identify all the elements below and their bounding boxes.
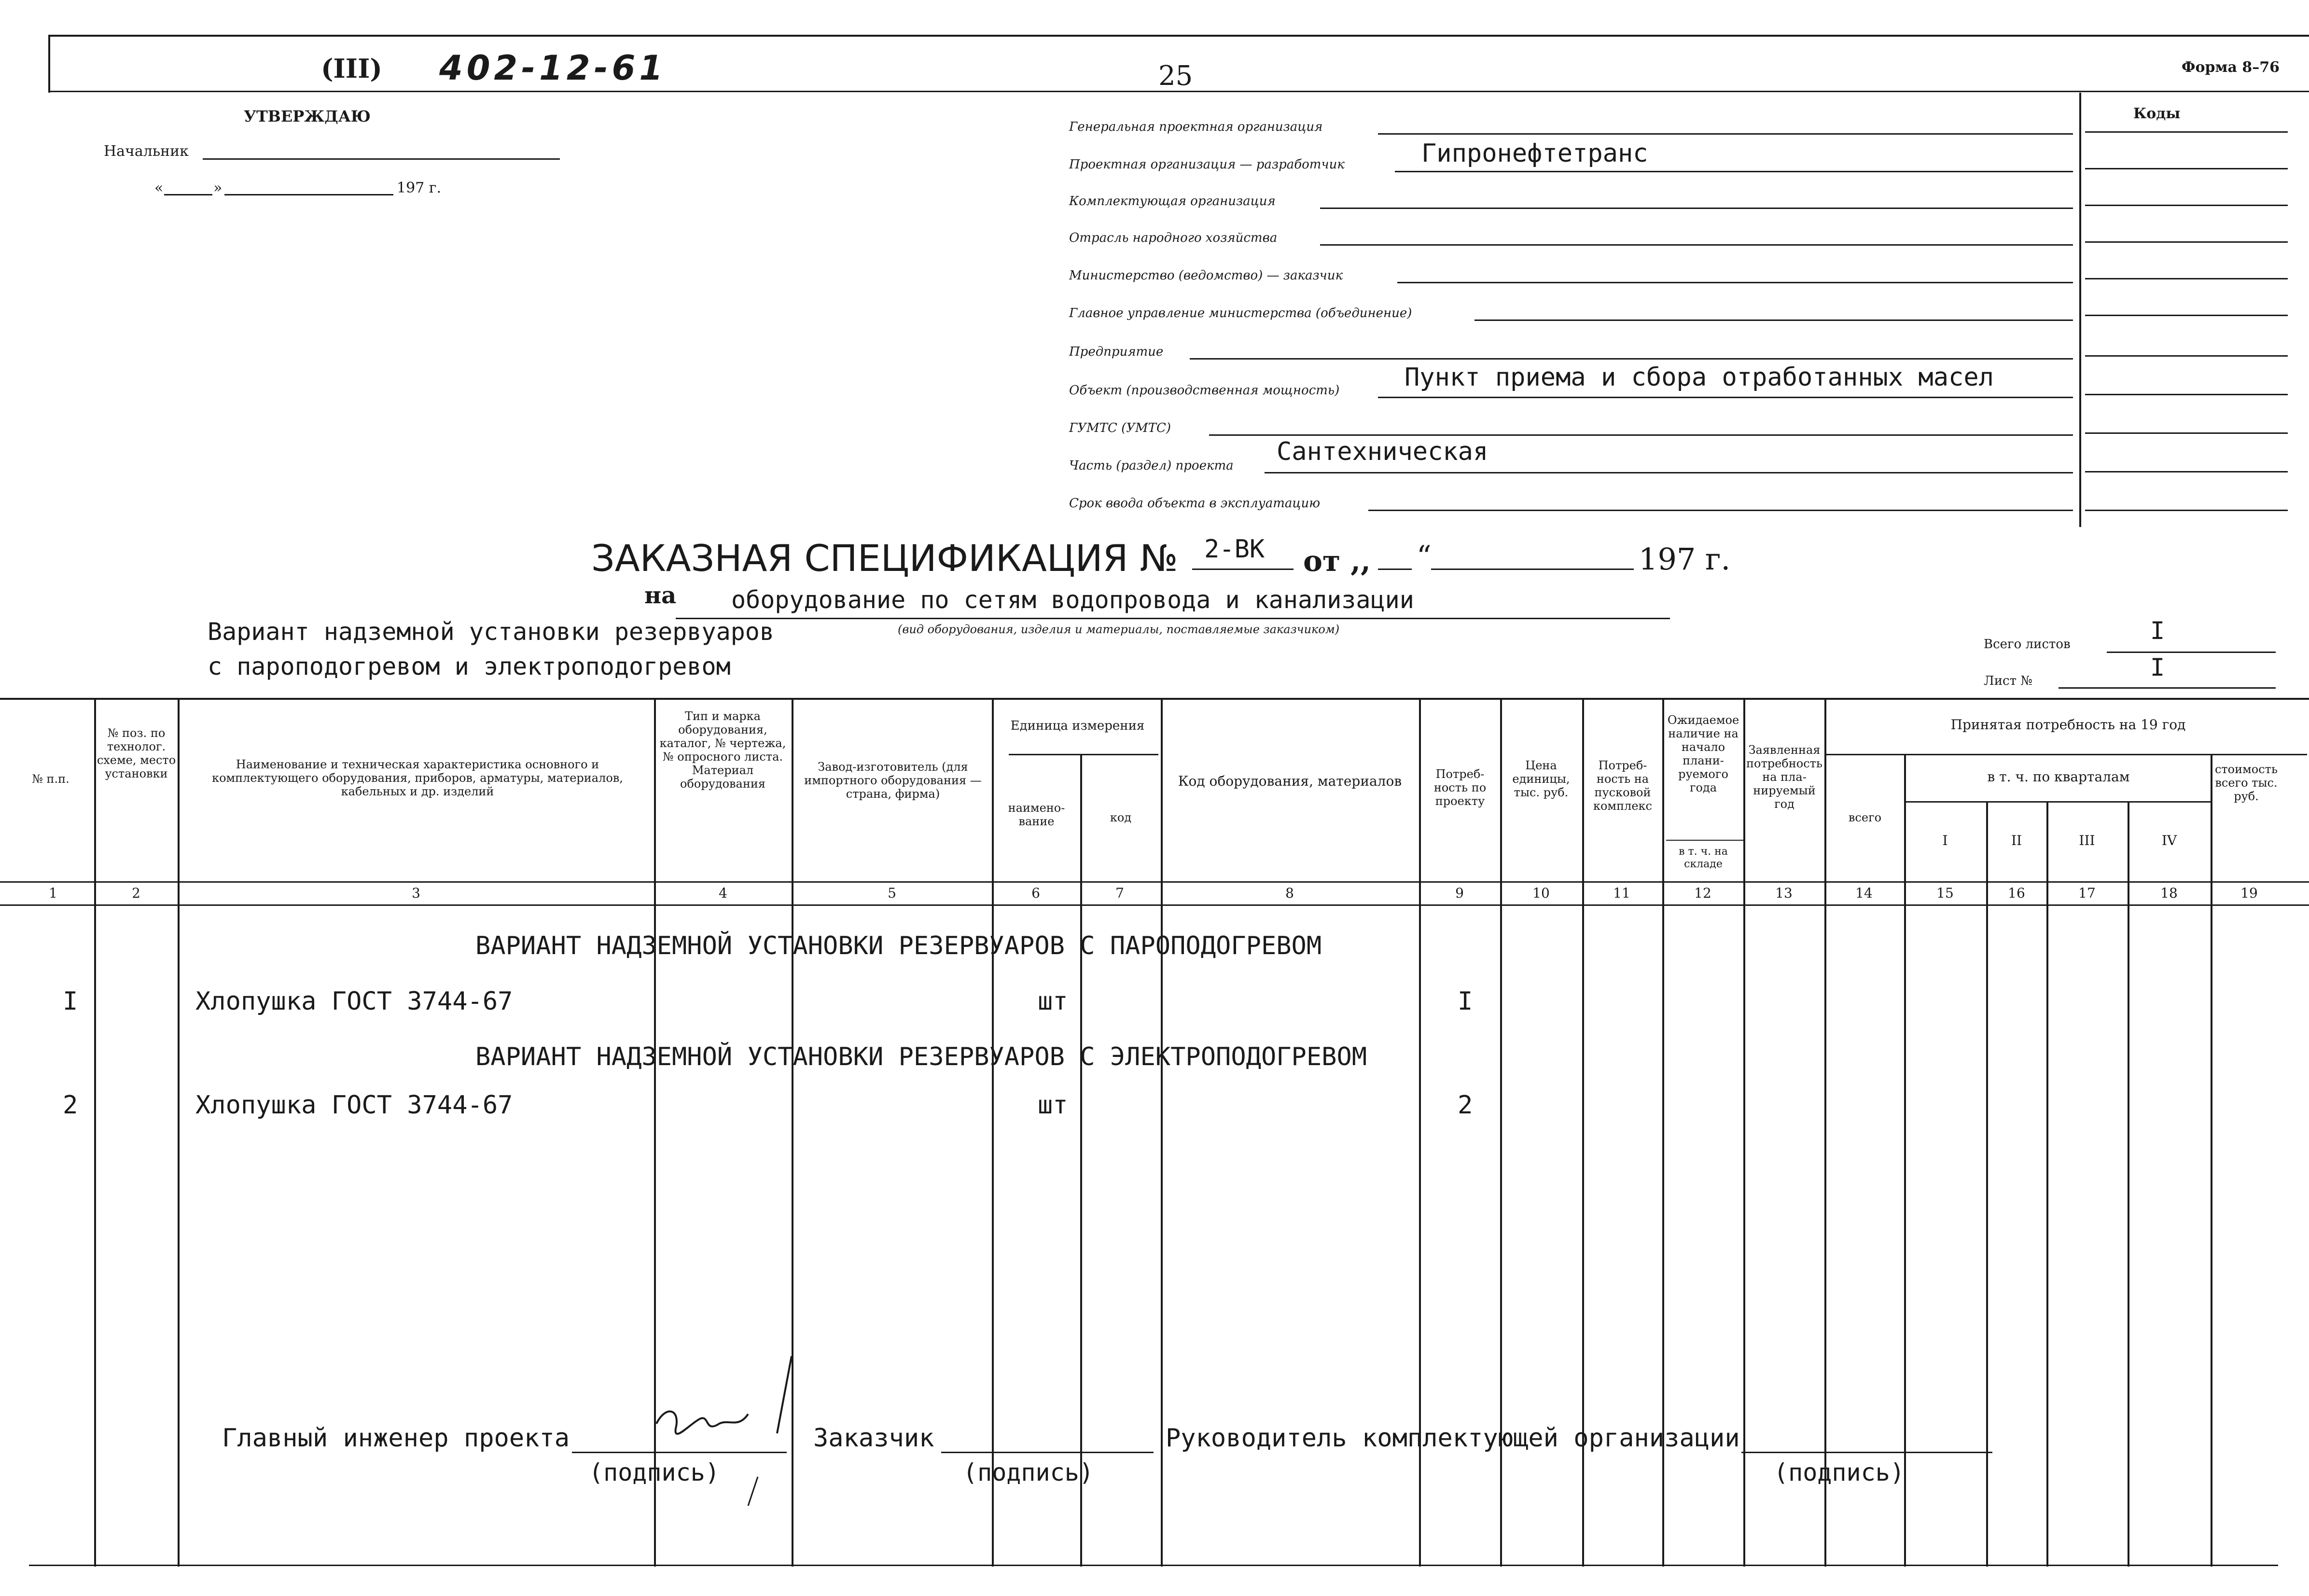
row-item-name: Хлопушка ГОСТ 3744-67: [195, 1091, 513, 1120]
col-header-need-project: Потребность по проекту: [1433, 767, 1487, 808]
page-number: 25: [1158, 60, 1193, 92]
org-field-label: Проектная организация — разработчик: [1069, 157, 1345, 172]
col-header-manufacturer: Завод-изготовитель (для импортного оборудования — страна, фирма): [804, 760, 982, 801]
col-header-declared-need: Заявленная потребность на планируемый год: [1746, 743, 1822, 811]
column-number: 9: [1455, 885, 1464, 901]
col-header-q2: II: [2011, 833, 2022, 848]
col-header-accepted-group: Принятая потребность на 19 год: [1950, 717, 2186, 733]
codes-label: Коды: [2133, 105, 2181, 122]
approval-title: УТВЕРЖДАЮ: [244, 107, 371, 125]
object-value: Пункт приема и сбора отработанных масел: [1405, 363, 1994, 392]
signature-scribble: [647, 1351, 806, 1511]
col-header-in-warehouse: в т. ч. на складе: [1679, 846, 1728, 870]
chief-engineer-label: Главный инженер проекта: [222, 1424, 570, 1453]
spec-subject-line: [676, 618, 1670, 619]
col-header-cost: стоимость всего тыс. руб.: [2214, 763, 2278, 803]
column-number: 8: [1285, 885, 1294, 901]
org-field-label: Предприятие: [1069, 345, 1164, 359]
org-field-label: Генеральная проектная организация: [1069, 120, 1323, 134]
org-field-label: Объект (производственная мощность): [1069, 383, 1340, 398]
col-header-unit-group: Единица измерения: [1010, 719, 1145, 733]
handwritten-number: 402-12-61: [439, 48, 667, 88]
left-border-top: [48, 35, 50, 93]
col-header-equipment-code: Код оборудования, материалов: [1178, 773, 1402, 789]
col-header-quarters-group: в т. ч. по кварталам: [1987, 769, 2130, 785]
date-month-line: [224, 194, 393, 195]
column-number: 16: [2008, 885, 2025, 901]
form-label: Форма 8–76: [2182, 59, 2280, 76]
column-number: 5: [888, 885, 896, 901]
date-open-quote: «: [154, 180, 164, 196]
spec-day-line: [1378, 569, 1412, 570]
top-border: [48, 35, 2309, 37]
org-field-label: Комплектующая организация: [1069, 194, 1276, 208]
column-number: 17: [2078, 885, 2096, 901]
column-number: 11: [1613, 885, 1630, 901]
head-org-label: Руководитель комплектующей организации: [1166, 1424, 1740, 1453]
total-sheets-label: Всего листов: [1984, 637, 2071, 652]
variant-line-2: с пароподогревом и электроподогревом: [208, 652, 731, 680]
spec-quote-close: “: [1417, 540, 1432, 573]
sheet-value: I: [2150, 653, 2165, 681]
org-field-label: ГУМТС (УМТС): [1069, 421, 1171, 435]
org-field-label: Министерство (ведомство) — заказчик: [1069, 268, 1343, 283]
row-number: 2: [63, 1091, 78, 1120]
section-heading-electric: ВАРИАНТ НАДЗЕМНОЙ УСТАНОВКИ РЕЗЕРВУАРОВ С ЭЛЕКТРОПОДОГРЕВОМ: [475, 1042, 1367, 1071]
column-number: 19: [2240, 885, 2258, 901]
customer-signature-line: [941, 1452, 1154, 1453]
row-unit: шт: [1038, 1091, 1068, 1120]
row-number: I: [63, 987, 78, 1016]
head-org-caption: (подпись): [1774, 1458, 1905, 1486]
roman-index: (III): [321, 53, 382, 84]
column-number: 15: [1936, 885, 1954, 901]
chief-engineer-caption: (подпись): [589, 1458, 720, 1486]
total-sheets-line: [2107, 652, 2276, 653]
spec-year: 197 г.: [1639, 541, 1731, 577]
head-org-signature-line: [1741, 1452, 1992, 1453]
column-number: 4: [719, 885, 727, 901]
sheet-line: [2059, 687, 2276, 689]
codes-column-border: [2079, 93, 2081, 527]
spec-number-line: [1192, 569, 1294, 570]
spec-title: ЗАКАЗНАЯ СПЕЦИФИКАЦИЯ №: [591, 537, 1178, 580]
org-field-label: Главное управление министерства (объединение): [1069, 306, 1412, 320]
column-number: 14: [1855, 885, 1873, 901]
spec-subject: оборудование по сетям водопровода и канализации: [731, 586, 1414, 614]
org-field-label: Отрасль народного хозяйства: [1069, 231, 1278, 245]
chief-signature-line: [203, 158, 560, 160]
col-header-unit-name: наименование: [1008, 801, 1065, 828]
variant-line-1: Вариант надземной установки резервуаров: [208, 618, 774, 646]
col-header-q4: IV: [2161, 833, 2177, 848]
date-close-quote: »: [213, 180, 223, 196]
sheet-label: Лист №: [1984, 674, 2032, 688]
col-header-q1: I: [1942, 833, 1948, 848]
col-header-expected-stock: Ожидаемое наличие на начало планируемого года: [1667, 713, 1739, 794]
spec-month-line: [1431, 569, 1634, 570]
row-item-name: Хлопушка ГОСТ 3744-67: [195, 987, 513, 1016]
column-number: 1: [49, 885, 57, 901]
col-header-type: Тип и марка оборудования, каталог, № чертежа, № опросного листа. Материал оборудования: [659, 709, 786, 791]
spec-from-label: от ,,: [1303, 544, 1371, 578]
column-number: 13: [1775, 885, 1793, 901]
col-header-unit-code: код: [1110, 811, 1132, 824]
project-part-value: Сантехническая: [1277, 437, 1488, 466]
developer-org-value: Гипронефтетранс: [1421, 139, 1648, 168]
column-number: 10: [1532, 885, 1550, 901]
col-header-unit-price: Цена единицы, тыс. руб.: [1512, 759, 1570, 799]
col-header-name: Наименование и техническая характеристика основного и комплектующего оборудования, приборов, арматуры, материалов, кабельных и др. изделий: [212, 758, 623, 798]
col-header-q3: III: [2079, 833, 2095, 848]
row-quantity: I: [1458, 987, 1473, 1016]
col-header-num: № п.п.: [32, 772, 70, 786]
total-sheets-value: I: [2150, 617, 2165, 645]
row-quantity: 2: [1458, 1091, 1473, 1120]
column-number: 2: [132, 885, 140, 901]
spec-number: 2-ВК: [1204, 535, 1265, 564]
col-header-position: № поз. по технолог. схеме, место установки: [97, 726, 176, 780]
customer-caption: (подпись): [963, 1458, 1094, 1486]
spec-on-label: на: [644, 582, 677, 609]
column-number: 12: [1694, 885, 1711, 901]
col-header-need-launch: Потребность на пусковой комплекс: [1593, 759, 1652, 813]
org-field-label: Часть (раздел) проекта: [1069, 458, 1234, 473]
row-unit: шт: [1038, 987, 1068, 1016]
section-heading-steam: ВАРИАНТ НАДЗЕМНОЙ УСТАНОВКИ РЕЗЕРВУАРОВ С ПАРОПОДОГРЕВОМ: [475, 931, 1322, 960]
org-field-label: Срок ввода объекта в эксплуатацию: [1069, 496, 1321, 511]
column-number: 18: [2160, 885, 2178, 901]
date-year-suffix: 197 г.: [397, 180, 442, 196]
column-number: 7: [1115, 885, 1124, 901]
spec-subject-caption: (вид оборудования, изделия и материалы, поставляемые заказчиком): [898, 623, 1340, 636]
col-header-total: всего: [1848, 811, 1882, 824]
customer-label: Заказчик: [813, 1424, 934, 1453]
column-number: 3: [412, 885, 420, 901]
date-day-line: [164, 194, 212, 195]
chief-label: Начальник: [104, 143, 189, 160]
column-number: 6: [1031, 885, 1040, 901]
